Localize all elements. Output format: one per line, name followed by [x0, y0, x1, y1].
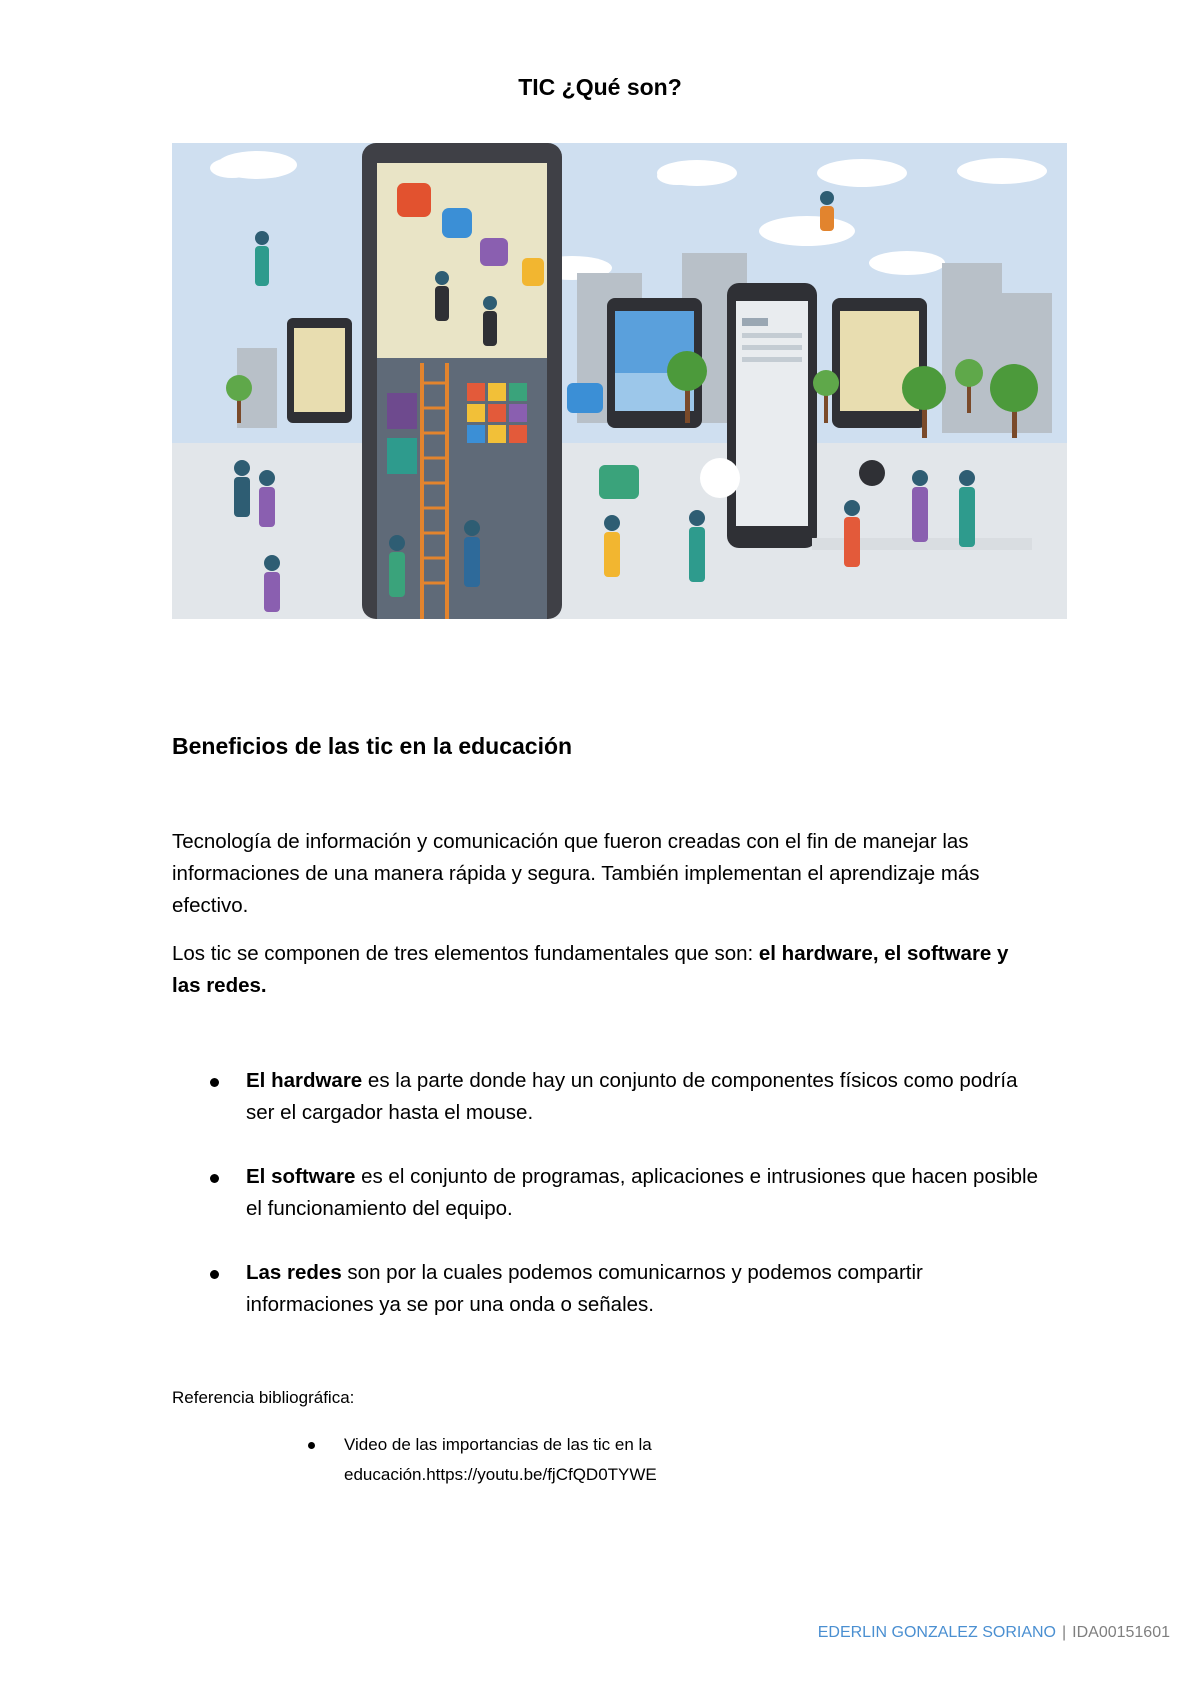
bullet-icon: [308, 1442, 315, 1449]
paragraph-elements-bold: el hardware, el software y las redes.: [172, 942, 1009, 997]
footer-author: EDERLIN GONZALEZ SORIANO: [817, 1624, 1056, 1641]
paragraph-elements: [172, 938, 1032, 1002]
bullet-icon: [210, 1078, 219, 1087]
page-footer: [818, 1624, 1170, 1642]
paragraph-elements-text: Los tic se componen de tres elementos fundamentales que son:: [172, 942, 759, 965]
tic-illustration: [172, 143, 1067, 619]
section-heading: Beneficios de las tic en la educación: [172, 733, 573, 759]
page-title: TIC ¿Qué son?: [518, 74, 682, 100]
bullet-icon: [210, 1174, 219, 1183]
paragraph-definition: Tecnología de información y comunicación que fueron creadas con el fin de manejar las informaciones de una manera rápida y segura. También implementan el aprendizaje más efectivo.: [172, 830, 980, 917]
term-redes: Las redes: [246, 1261, 342, 1284]
term-software: El software: [246, 1165, 356, 1188]
desc-hardware: es la parte donde hay un conjunto de componentes físicos como podría ser el cargador hasta el mouse.: [246, 1069, 1018, 1124]
footer-code: IDA00151601: [1072, 1624, 1170, 1641]
footer-separator: |: [1061, 1624, 1067, 1641]
desc-software: es el conjunto de programas, aplicaciones e intrusiones que hacen posible el funcionamiento del equipo.: [246, 1165, 1039, 1220]
reference-text: Video de las importancias de las tic en la educación.https://youtu.be/fjCfQD0TYWE: [344, 1435, 657, 1484]
bullet-icon: [210, 1270, 219, 1279]
reference-label: Referencia bibliográfica:: [172, 1388, 355, 1407]
desc-redes: son por la cuales podemos comunicarnos y podemos compartir informaciones ya se por una onda o señales.: [246, 1261, 923, 1316]
term-hardware: El hardware: [246, 1069, 363, 1092]
